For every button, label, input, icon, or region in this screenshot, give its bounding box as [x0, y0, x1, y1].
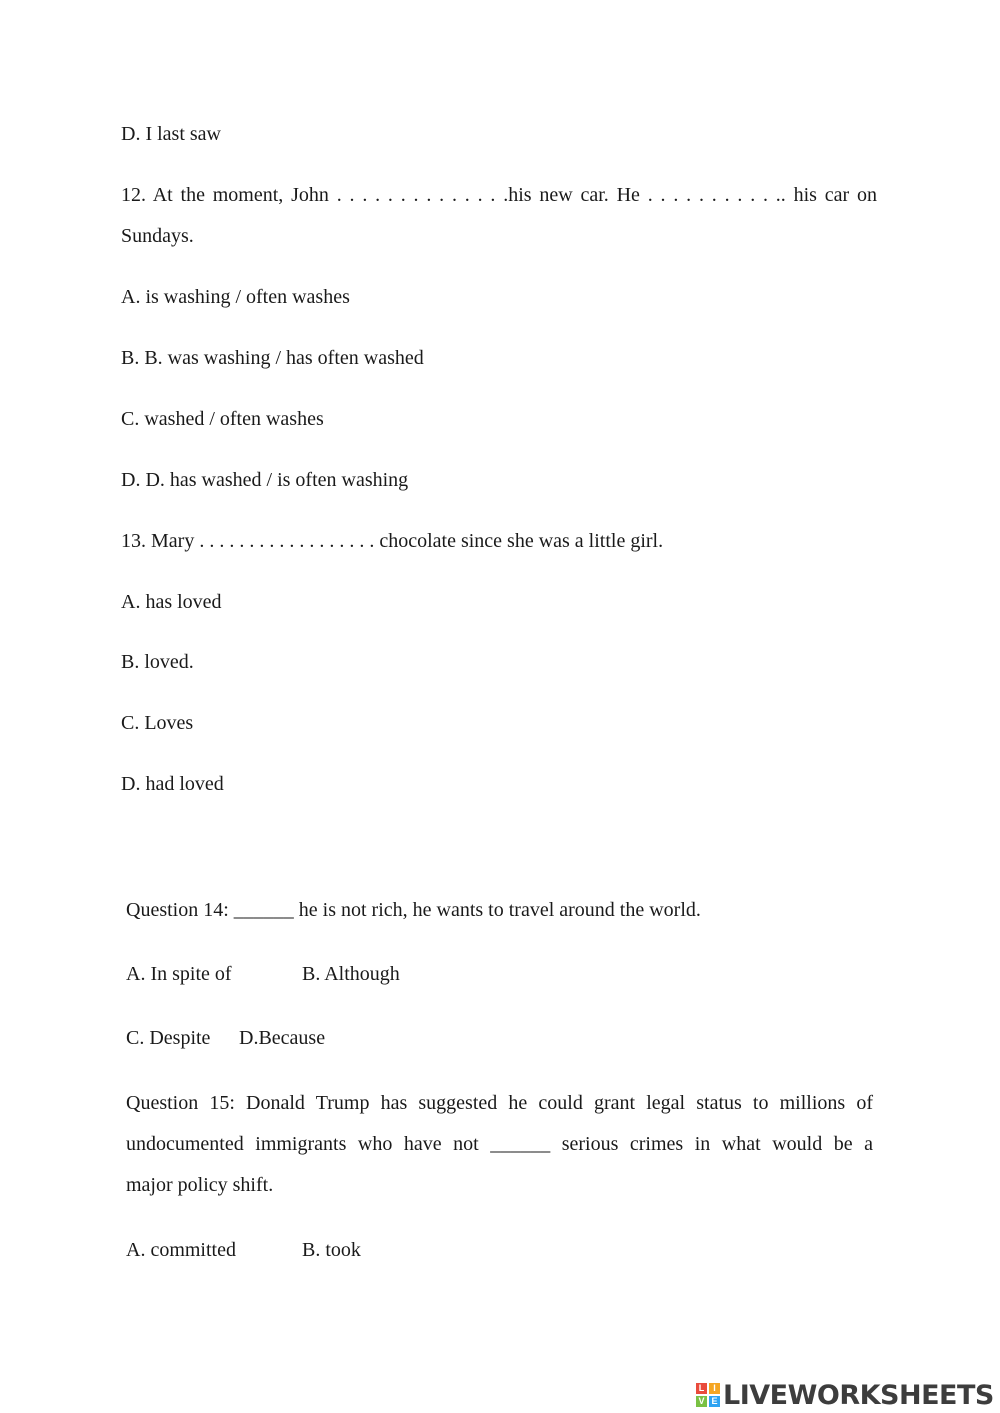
q15-stem-line-1: Question 15: Donald Trump has suggested he could grant legal status to millions of: [126, 1092, 873, 1114]
logo-mark-tile-e: E: [709, 1396, 720, 1407]
logo-mark-icon: [696, 1383, 720, 1407]
q14-option-b: B. Although: [302, 963, 400, 985]
q14-option-a: A. In spite of: [126, 963, 232, 985]
q15-stem-line-2: undocumented immigrants who have not ______ serious crimes in what would be a: [126, 1133, 873, 1155]
q12-stem-line-2: Sundays.: [121, 225, 194, 247]
q14-option-c: C. Despite: [126, 1027, 211, 1049]
liveworksheets-logo: [696, 1378, 994, 1412]
q15-option-b: B. took: [302, 1239, 361, 1261]
logo-mark-tile-i: I: [709, 1383, 720, 1394]
q15-stem-line-3: major policy shift.: [126, 1174, 274, 1196]
q13-option-a: A. has loved: [121, 591, 222, 613]
q12-option-d: D. D. has washed / is often washing: [121, 469, 409, 491]
logo-text: LIVEWORKSHEETS: [723, 1379, 994, 1411]
logo-mark-tile-v: V: [696, 1396, 707, 1407]
logo-mark-tile-l: L: [696, 1383, 707, 1394]
q13-option-b: B. loved.: [121, 651, 194, 673]
q12-option-b: B. B. was washing / has often washed: [121, 347, 424, 369]
q13-stem: 13. Mary . . . . . . . . . . . . . . . . . . chocolate since she was a little girl.: [121, 530, 664, 552]
q13-option-c: C. Loves: [121, 712, 194, 734]
q12-option-c: C. washed / often washes: [121, 408, 324, 430]
q13-option-d: D. had loved: [121, 773, 224, 795]
q12-stem-line-1: 12. At the moment, John . . . . . . . . . . . . . .his new car. He . . . . . . . . . . .. his car on: [121, 184, 877, 206]
q11-option-d: D. I last saw: [121, 123, 221, 145]
q14-option-d: D.Because: [239, 1027, 326, 1049]
q15-option-a: A. committed: [126, 1239, 236, 1261]
q12-option-a: A. is washing / often washes: [121, 286, 350, 308]
q14-stem: Question 14: ______ he is not rich, he wants to travel around the world.: [126, 899, 701, 921]
